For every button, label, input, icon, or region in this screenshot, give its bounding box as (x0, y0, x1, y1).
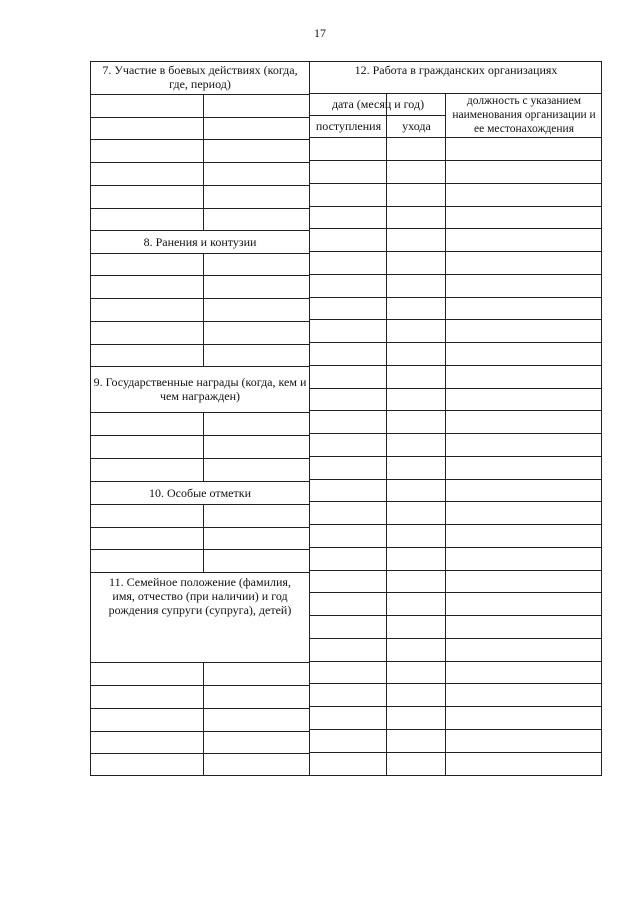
left-row-line (90, 458, 310, 459)
section11-title: 11. Семейное положение (фамилия, имя, отчество (при наличии) и год рождения супруги (супруга), детей) (108, 575, 292, 617)
right-row-line (310, 342, 602, 343)
right-row-line (310, 570, 602, 571)
left-row-line (90, 185, 310, 186)
left-row-line (90, 731, 310, 732)
left-row-line (90, 162, 310, 163)
section10-title: 10. Особые отметки (149, 485, 251, 500)
left-sub-divider-2 (203, 253, 204, 366)
left-row-line (90, 412, 310, 413)
left-row-line (90, 435, 310, 436)
form-table (90, 61, 602, 776)
right-row-line (310, 388, 602, 389)
section9-title: 9. Государственные награды (когда, кем и чем награжден) (93, 375, 307, 403)
left-row-line (90, 662, 310, 663)
left-row-line (90, 504, 310, 505)
right-row-line (310, 319, 602, 320)
header-line-b (90, 94, 310, 95)
left-row-line (90, 275, 310, 276)
right-header-line (310, 137, 602, 138)
right-row-line (310, 410, 602, 411)
section12-title: 12. Работа в гражданских организациях (354, 63, 558, 77)
right-row-line (310, 228, 602, 229)
left-row-line (90, 685, 310, 686)
right-row-line (310, 615, 602, 616)
right-col-divider-1 (386, 93, 387, 776)
left-row-line (90, 527, 310, 528)
right-row-line (310, 638, 602, 639)
left-row-line (90, 321, 310, 322)
left-row-line (90, 253, 310, 254)
right-row-line (310, 592, 602, 593)
right-row-line (310, 251, 602, 252)
right-row-line (310, 183, 602, 184)
right-row-line (310, 501, 602, 502)
left-sub-divider-4 (203, 504, 204, 572)
start-header: поступления (315, 118, 382, 133)
right-row-line (310, 683, 602, 684)
left-sub-divider-5 (203, 662, 204, 776)
end-header: ухода (402, 118, 431, 133)
left-row-line (90, 708, 310, 709)
main-divider (309, 61, 310, 776)
left-row-line (90, 549, 310, 550)
left-row-line (90, 298, 310, 299)
right-row-line (310, 661, 602, 662)
position-header: должность с указанием наименования организации и ее местонахождения (452, 95, 596, 135)
right-row-line (310, 456, 602, 457)
left-row-line (90, 208, 310, 209)
right-row-line (310, 752, 602, 753)
left-row-line (90, 139, 310, 140)
right-row-line (310, 729, 602, 730)
right-row-line (310, 160, 602, 161)
right-col-divider-2 (445, 93, 446, 776)
right-row-line (310, 547, 602, 548)
left-row-line (90, 753, 310, 754)
left-row-line (90, 344, 310, 345)
right-row-line (310, 365, 602, 366)
right-row-line (310, 706, 602, 707)
right-row-line (310, 274, 602, 275)
left-sub-divider-3 (203, 412, 204, 481)
date-header: дата (месяц и год) (331, 97, 425, 111)
right-row-line (310, 433, 602, 434)
right-row-line (310, 297, 602, 298)
section8-title: 8. Ранения и контузии (143, 234, 257, 249)
left-row-line (90, 117, 310, 118)
right-row-line (310, 206, 602, 207)
table-frame (90, 61, 602, 776)
section7-title: 7. Участие в боевых действиях (когда, где, период) (102, 63, 298, 91)
page-number: 17 (314, 26, 326, 40)
right-row-line (310, 479, 602, 480)
right-row-line (310, 524, 602, 525)
